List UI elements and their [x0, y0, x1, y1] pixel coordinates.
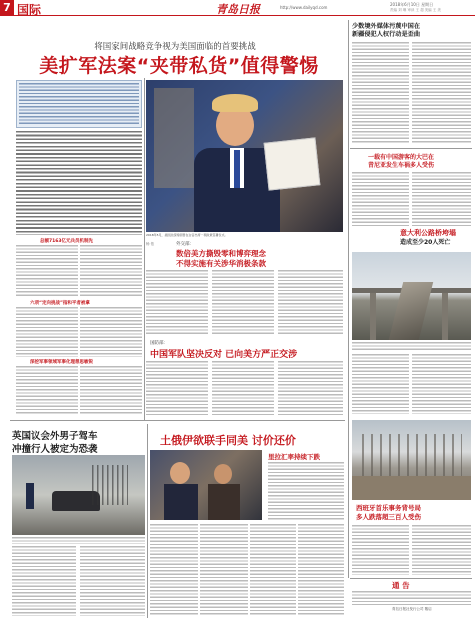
- right-headline-4-line2: 多人跌落超三百人受伤: [356, 513, 421, 521]
- right-headline-4-line1: 西班牙首乐事务背号局: [356, 504, 421, 512]
- uk-body-1: [12, 546, 76, 616]
- lead-body-6: [80, 366, 142, 414]
- trump-photo: [146, 80, 343, 232]
- uk-body-2: [80, 546, 145, 616]
- lead-summary-box: [16, 80, 142, 128]
- korea-body-1: [146, 361, 208, 417]
- right-body-1b: [412, 42, 471, 144]
- trade-body-1: [146, 270, 208, 336]
- right-body-2b: [412, 172, 471, 226]
- issue-date: 2018年6月10日 星期日: [390, 2, 434, 7]
- lead-subsection-1: 总额7163亿元兵员机制先: [40, 239, 94, 244]
- page-number: 7: [3, 1, 11, 14]
- right-headline-3-line2: 造成至少20人死亡: [400, 239, 451, 246]
- syria-body-2: [200, 524, 248, 616]
- syria-body-4: [298, 524, 344, 616]
- lead-body-intro: [16, 131, 142, 235]
- right-headline-1-line2: 新疆侵犯人权行动是歪曲: [352, 31, 421, 38]
- right-headline-2-line1: 一载有中国游客的大巴在: [368, 154, 435, 161]
- lead-body-5: [16, 366, 78, 414]
- notice-title: 通 告: [392, 581, 410, 590]
- trade-body-2: [212, 270, 274, 336]
- right-body-4a: [352, 525, 409, 575]
- syria-body-1: [150, 524, 198, 616]
- right-headline-2-line2: 昔尼亚发生车祸多人受伤: [368, 162, 435, 169]
- section-title: 国际: [17, 3, 42, 17]
- right-body-3a: [352, 354, 409, 414]
- lead-subsection-2: 六项“定向挑战”指和平者被拿: [30, 301, 90, 306]
- balcony-collapse-photo: [352, 420, 471, 500]
- notice-body: [352, 591, 471, 605]
- notice-footer: 青岛日报社发行公司 敬启: [392, 607, 432, 611]
- bridge-caption: [352, 342, 471, 352]
- trade-author: 杨 依: [146, 242, 155, 246]
- right-headline-3-line1: 意大利公路桥垮塌: [400, 229, 456, 237]
- photo-caption: 2018年5月，美国总统特朗普在白宫出席一项政策签署仪式。: [146, 233, 228, 237]
- right-headline-1-line1: 少数境外媒体污蔑中国在: [352, 23, 421, 30]
- newspaper-url: http://www.dailyqd.com: [280, 5, 328, 10]
- lead-body-4: [80, 307, 142, 357]
- lead-body-3: [16, 307, 78, 357]
- lira-subhead: 里拉汇率持续下跌: [268, 453, 320, 461]
- trade-headline-line2: 不得实施有关涉华消极条款: [176, 259, 266, 268]
- bridge-collapse-photo: [352, 252, 471, 340]
- syria-body-3: [250, 524, 296, 616]
- editor-line: 责编 刘 琳 审读 王 超 美编 王 美: [390, 8, 441, 12]
- syria-headline: 土俄伊欲联手同美 讨价还价: [160, 434, 296, 447]
- uk-caption: [12, 537, 145, 544]
- trade-body-3: [278, 270, 343, 336]
- newspaper-logo: 青岛日报: [216, 3, 260, 16]
- korea-headline: 中国军队坚决反对 已向美方严正交涉: [150, 350, 298, 360]
- masthead: [0, 0, 475, 16]
- trade-kicker: 外交部：: [176, 242, 194, 247]
- lira-body: [268, 462, 344, 520]
- syria-photo: [150, 450, 262, 520]
- right-body-4b: [412, 525, 471, 575]
- right-body-3b: [412, 354, 471, 414]
- right-body-2a: [352, 172, 409, 226]
- uk-headline-line1: 英国议会外男子驾车: [12, 431, 98, 442]
- korea-body-3: [278, 361, 343, 417]
- right-body-1a: [352, 42, 409, 144]
- lead-subsection-3: 深挖军事领域军事化理想思敏锐: [30, 360, 93, 365]
- korea-body-2: [212, 361, 274, 417]
- lead-headline: 美扩军法案“夹带私货”值得警惕: [39, 55, 319, 77]
- korea-kicker: 国防部：: [150, 341, 168, 346]
- lead-kicker: 将国家间战略竞争视为美国面临的首要挑战: [94, 42, 256, 52]
- uk-car-photo: [12, 455, 145, 535]
- lead-body-2: [80, 245, 142, 297]
- lead-body-1: [16, 245, 78, 297]
- trade-headline-line1: 数倍美方撕毁零和博弈理念: [176, 249, 266, 258]
- uk-headline-line2: 冲撞行人被定为恐袭: [12, 444, 98, 455]
